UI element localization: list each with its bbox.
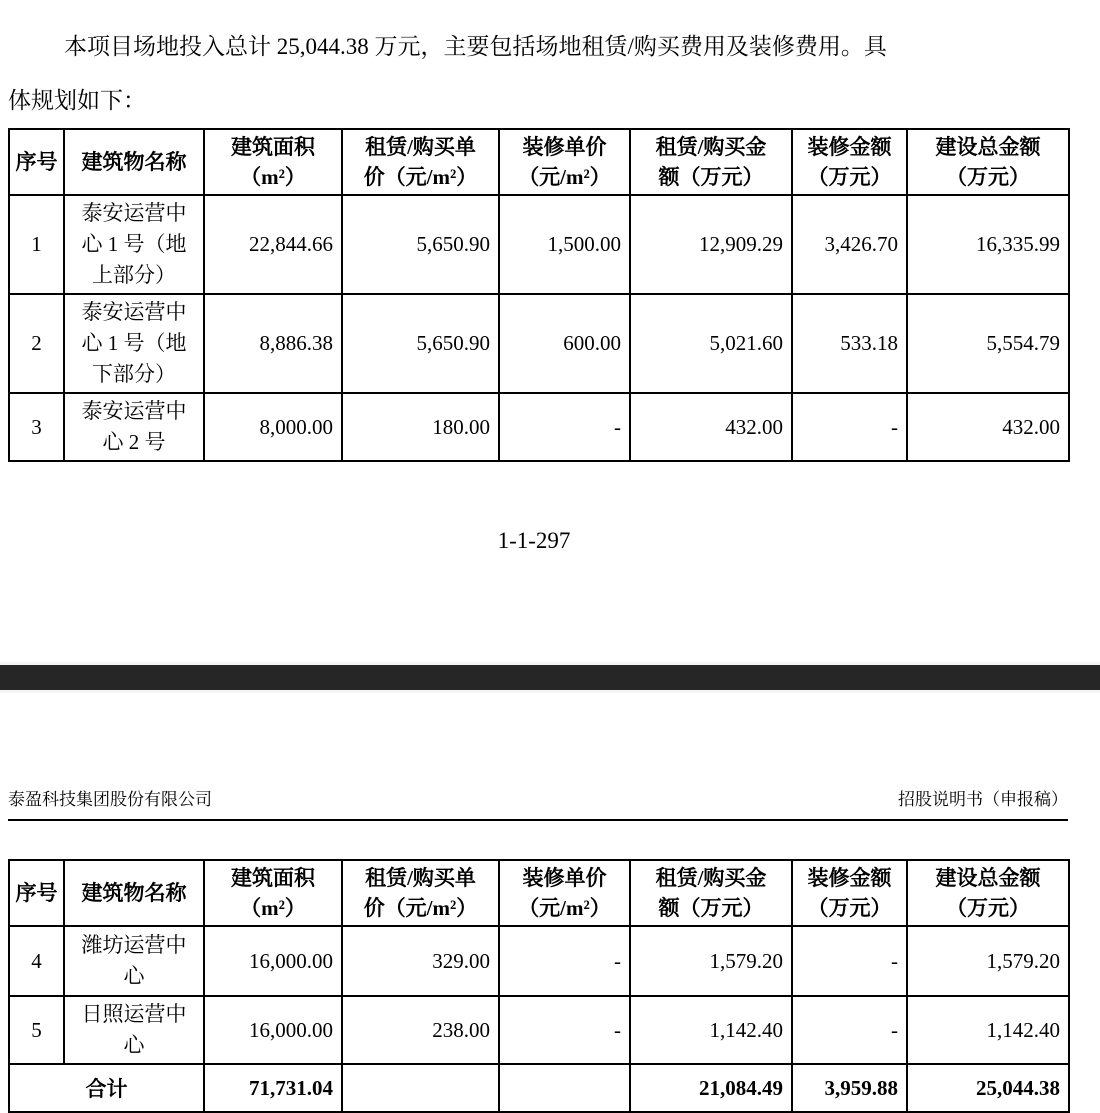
cell-seq: 2 bbox=[9, 294, 64, 393]
cell-area: 16,000.00 bbox=[204, 926, 342, 996]
col-header-deco-unit-price: 装修单价 （元/m²） bbox=[499, 860, 630, 926]
cell-rent-amount: 1,579.20 bbox=[630, 926, 792, 996]
cell-seq: 1 bbox=[9, 195, 64, 294]
cell-area: 22,844.66 bbox=[204, 195, 342, 294]
cell-deco-unit-price: - bbox=[499, 996, 630, 1064]
cell-deco-unit-price: 600.00 bbox=[499, 294, 630, 393]
cell-rent-unit-price: 5,650.90 bbox=[342, 195, 499, 294]
cell-deco-amount: 533.18 bbox=[792, 294, 907, 393]
col-header-rent-amount: 租赁/购买金 额（万元） bbox=[630, 129, 792, 195]
table-row bbox=[9, 393, 1069, 461]
company-name: 泰盈科技集团股份有限公司 bbox=[8, 790, 212, 809]
col-header-deco-amount: 装修金额 （万元） bbox=[792, 129, 907, 195]
cell-rent-amount: 12,909.29 bbox=[630, 195, 792, 294]
col-header-building-name: 建筑物名称 bbox=[64, 860, 204, 926]
table2-wrapper bbox=[0, 859, 1100, 1113]
cell-seq: 5 bbox=[9, 996, 64, 1064]
cell-seq: 3 bbox=[9, 393, 64, 461]
intro-line-1: 本项目场地投入总计 25,044.38 万元，主要包括场地租赁/购买费用及装修费用。具 bbox=[64, 34, 887, 59]
cell-building-name: 泰安运营中 心 1 号（地 下部分） bbox=[64, 294, 204, 393]
col-header-rent-amount: 租赁/购买金 额（万元） bbox=[630, 860, 792, 926]
col-header-seq: 序号 bbox=[9, 860, 64, 926]
intro-paragraph bbox=[8, 20, 1090, 128]
cell-total-amount: 16,335.99 bbox=[907, 195, 1069, 294]
page-separator bbox=[0, 662, 1100, 693]
col-header-area: 建筑面积 （m²） bbox=[204, 860, 342, 926]
cell-deco-amount: 3,426.70 bbox=[792, 195, 907, 294]
cell-area: 8,886.38 bbox=[204, 294, 342, 393]
cell-total-label: 合计 bbox=[9, 1064, 204, 1112]
cell-total-amount: 1,142.40 bbox=[907, 996, 1069, 1064]
col-header-building-name: 建筑物名称 bbox=[64, 129, 204, 195]
col-header-seq: 序号 bbox=[9, 129, 64, 195]
cell-total-amount: 5,554.79 bbox=[907, 294, 1069, 393]
cell-deco-unit-price: 1,500.00 bbox=[499, 195, 630, 294]
cell-area: 16,000.00 bbox=[204, 996, 342, 1064]
intro-line-2: 体规划如下： bbox=[8, 88, 146, 113]
page-edge-shadow bbox=[0, 690, 1100, 693]
site-investment-table-part1 bbox=[8, 128, 1070, 462]
cell-total-amount: 1,579.20 bbox=[907, 926, 1069, 996]
cell-seq: 4 bbox=[9, 926, 64, 996]
cell-deco-unit-price-total bbox=[499, 1064, 630, 1112]
cell-deco-amount: - bbox=[792, 393, 907, 461]
col-header-total-amount: 建设总金额 （万元） bbox=[907, 129, 1069, 195]
cell-rent-unit-price: 5,650.90 bbox=[342, 294, 499, 393]
col-header-area: 建筑面积 （m²） bbox=[204, 129, 342, 195]
cell-rent-unit-price: 180.00 bbox=[342, 393, 499, 461]
table-row bbox=[9, 926, 1069, 996]
cell-deco-amount: - bbox=[792, 996, 907, 1064]
col-header-deco-unit-price: 装修单价 （元/m²） bbox=[499, 129, 630, 195]
cell-building-name: 潍坊运营中 心 bbox=[64, 926, 204, 996]
cell-rent-amount: 5,021.60 bbox=[630, 294, 792, 393]
cell-rent-amount: 1,142.40 bbox=[630, 996, 792, 1064]
cell-rent-amount-total: 21,084.49 bbox=[630, 1064, 792, 1112]
col-header-deco-amount: 装修金额 （万元） bbox=[792, 860, 907, 926]
table-row bbox=[9, 294, 1069, 393]
cell-total-amount-total: 25,044.38 bbox=[907, 1064, 1069, 1112]
page-number: 1-1-297 bbox=[497, 528, 571, 553]
page-separator-bar bbox=[0, 665, 1100, 690]
cell-rent-unit-price-total bbox=[342, 1064, 499, 1112]
cell-deco-amount: - bbox=[792, 926, 907, 996]
cell-deco-amount-total: 3,959.88 bbox=[792, 1064, 907, 1112]
total-row bbox=[9, 1064, 1069, 1112]
page-header bbox=[8, 785, 1068, 821]
cell-rent-unit-price: 329.00 bbox=[342, 926, 499, 996]
document-page-1 bbox=[0, 20, 1100, 554]
doc-type-label: 招股说明书（申报稿） bbox=[898, 790, 1068, 809]
cell-area: 8,000.00 bbox=[204, 393, 342, 461]
table-header-row bbox=[9, 129, 1069, 195]
cell-deco-unit-price: - bbox=[499, 393, 630, 461]
cell-deco-unit-price: - bbox=[499, 926, 630, 996]
cell-rent-unit-price: 238.00 bbox=[342, 996, 499, 1064]
cell-total-amount: 432.00 bbox=[907, 393, 1069, 461]
col-header-rent-unit-price: 租赁/购买单 价（元/m²） bbox=[342, 860, 499, 926]
cell-building-name: 日照运营中 心 bbox=[64, 996, 204, 1064]
col-header-total-amount: 建设总金额 （万元） bbox=[907, 860, 1069, 926]
cell-building-name: 泰安运营中 心 2 号 bbox=[64, 393, 204, 461]
cell-building-name: 泰安运营中 心 1 号（地 上部分） bbox=[64, 195, 204, 294]
table-header-row bbox=[9, 860, 1069, 926]
site-investment-table-part2 bbox=[8, 859, 1070, 1113]
cell-rent-amount: 432.00 bbox=[630, 393, 792, 461]
col-header-rent-unit-price: 租赁/购买单 价（元/m²） bbox=[342, 129, 499, 195]
document-page-2 bbox=[0, 785, 1100, 1113]
table-row bbox=[9, 996, 1069, 1064]
table-row bbox=[9, 195, 1069, 294]
cell-area-total: 71,731.04 bbox=[204, 1064, 342, 1112]
